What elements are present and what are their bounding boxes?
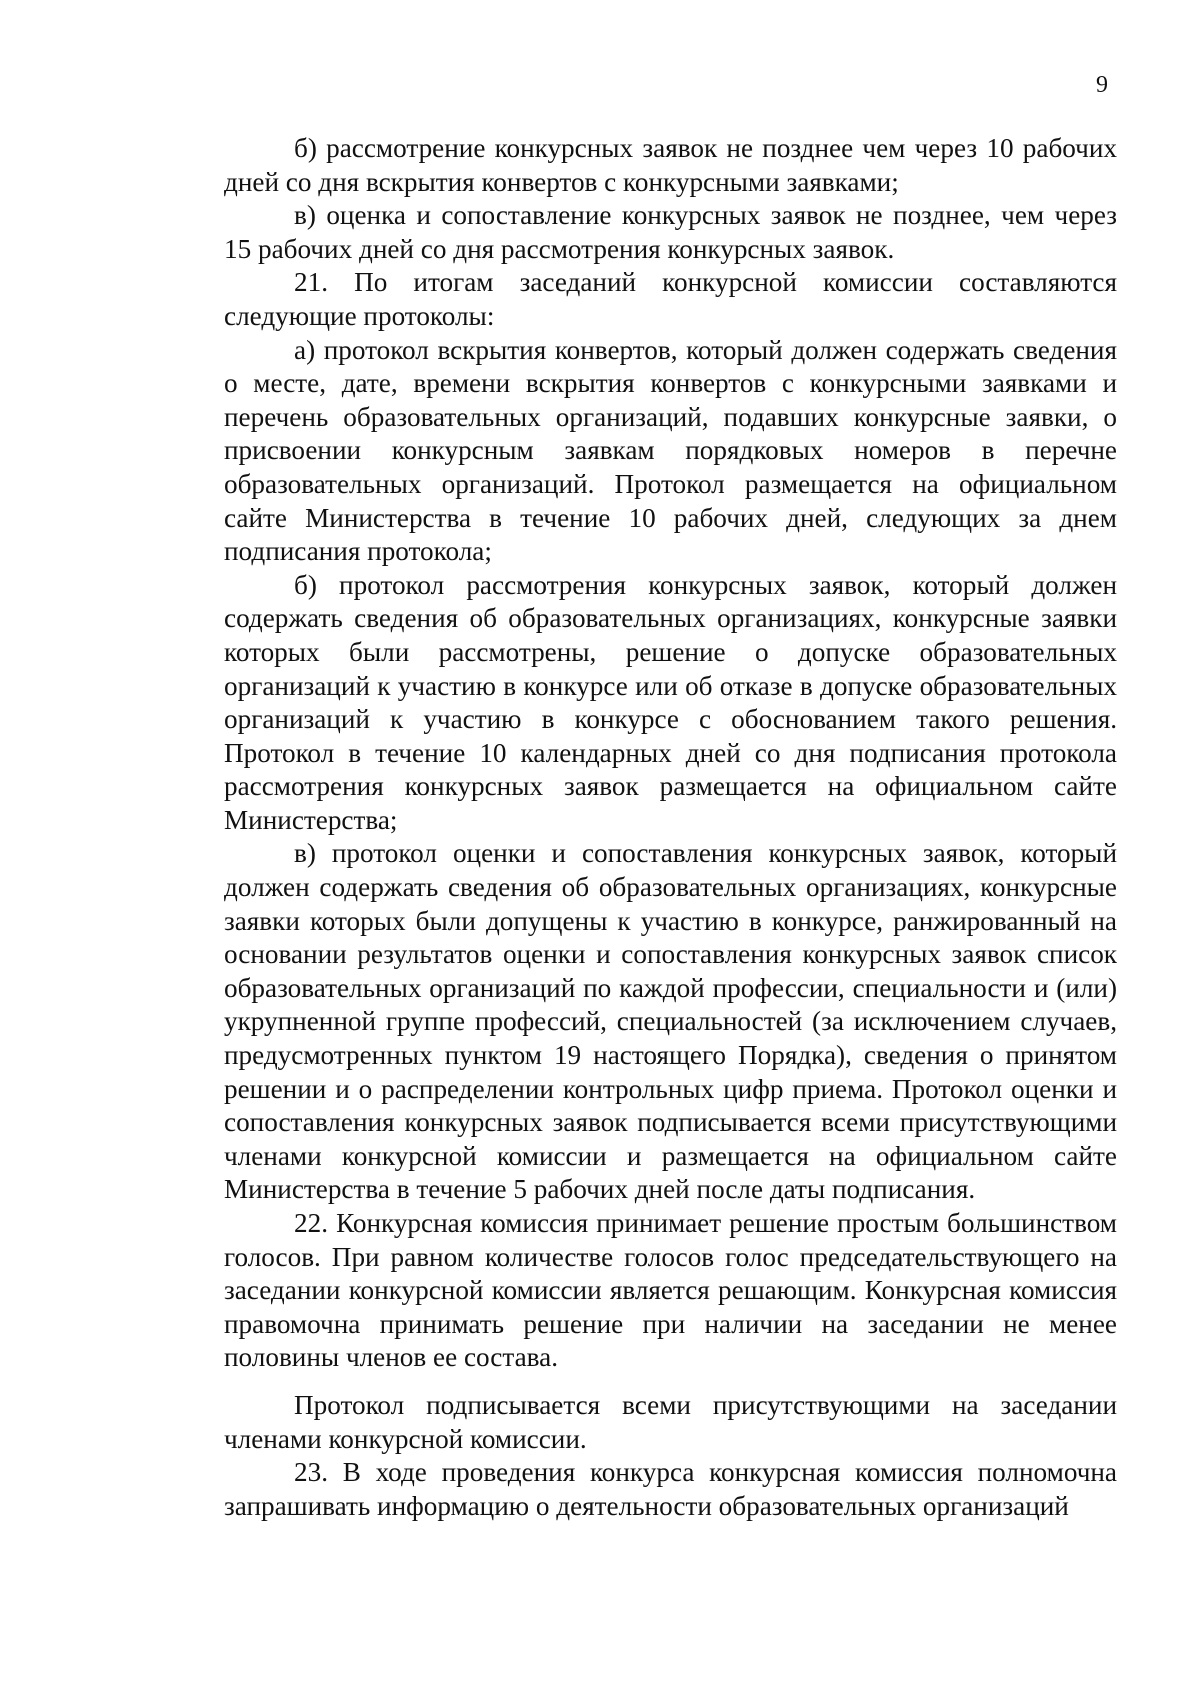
page-number: 9 (1096, 72, 1108, 98)
paragraph-protocol-signing: Протокол подписывается всеми присутствующими на заседании членами конкурсной комиссии. (224, 1389, 1117, 1454)
paragraph-22-decision: 22. Конкурсная комиссия принимает решение простым большинством голосов. При равном количестве голосов голос председательствующего на заседании конкурсной комиссии является решающим. Конкурсная комиссия правомочна принимать решение при наличии на заседании не менее половины членов ее состава. (224, 1208, 1117, 1373)
paragraph-v-evaluation-protocol: в) протокол оценки и сопоставления конкурсных заявок, который должен содержать сведения об образовательных организациях, конкурсные заявки которых были допущены к участию в конкурсе, ранжированный на основании результатов оценки и сопоставления конкурсных заявок список образовательных организаций по каждой профессии, специальности и (или) укрупненной группе профессий, специальностей (за исключением случаев, предусмотренных пунктом 19 настоящего Порядка), сведения о принятом решении и о распределении контрольных цифр приема. Протокол оценки и сопоставления конкурсных заявок подписывается всеми присутствующими членами конкурсной комиссии и размещается на официальном сайте Министерства в течение 5 рабочих дней после даты подписания. (224, 838, 1117, 1205)
document-body (224, 132, 1117, 1523)
paragraph-b-review-deadline: б) рассмотрение конкурсных заявок не позднее чем через 10 рабочих дней со дня вскрытия конвертов с конкурсными заявками; (224, 133, 1117, 197)
paragraph-b-review-protocol: б) протокол рассмотрения конкурсных заявок, который должен содержать сведения об образовательных организациях, конкурсные заявки которых были рассмотрены, решение о допуске образовательных организаций к участию в конкурсе или об отказе в допуске образовательных организаций к участию в конкурсе с обоснованием такого решения. Протокол в течение 10 календарных дней со дня подписания протокола рассмотрения конкурсных заявок размещается на официальном сайте Министерства; (224, 569, 1117, 835)
paragraph-23-information-requests: 23. В ходе проведения конкурса конкурсная комиссия полномочна запрашивать информацию о деятельности образовательных организаций (224, 1457, 1117, 1521)
paragraph-21-protocols: 21. По итогам заседаний конкурсной комиссии составляются следующие протоколы: (224, 267, 1117, 331)
paragraph-a-opening-protocol: а) протокол вскрытия конвертов, который должен содержать сведения о месте, дате, времени вскрытия конвертов с конкурсными заявками и перечень образовательных организаций, подавших конкурсные заявки, о присвоении конкурсным заявкам порядковых номеров в перечне образовательных организаций. Протокол размещается на официальном сайте Министерства в течение 10 рабочих дней, следующих за днем подписания протокола; (224, 334, 1117, 567)
paragraph-v-evaluation-deadline: в) оценка и сопоставление конкурсных заявок не позднее, чем через 15 рабочих дней со дня рассмотрения конкурсных заявок. (224, 200, 1117, 264)
